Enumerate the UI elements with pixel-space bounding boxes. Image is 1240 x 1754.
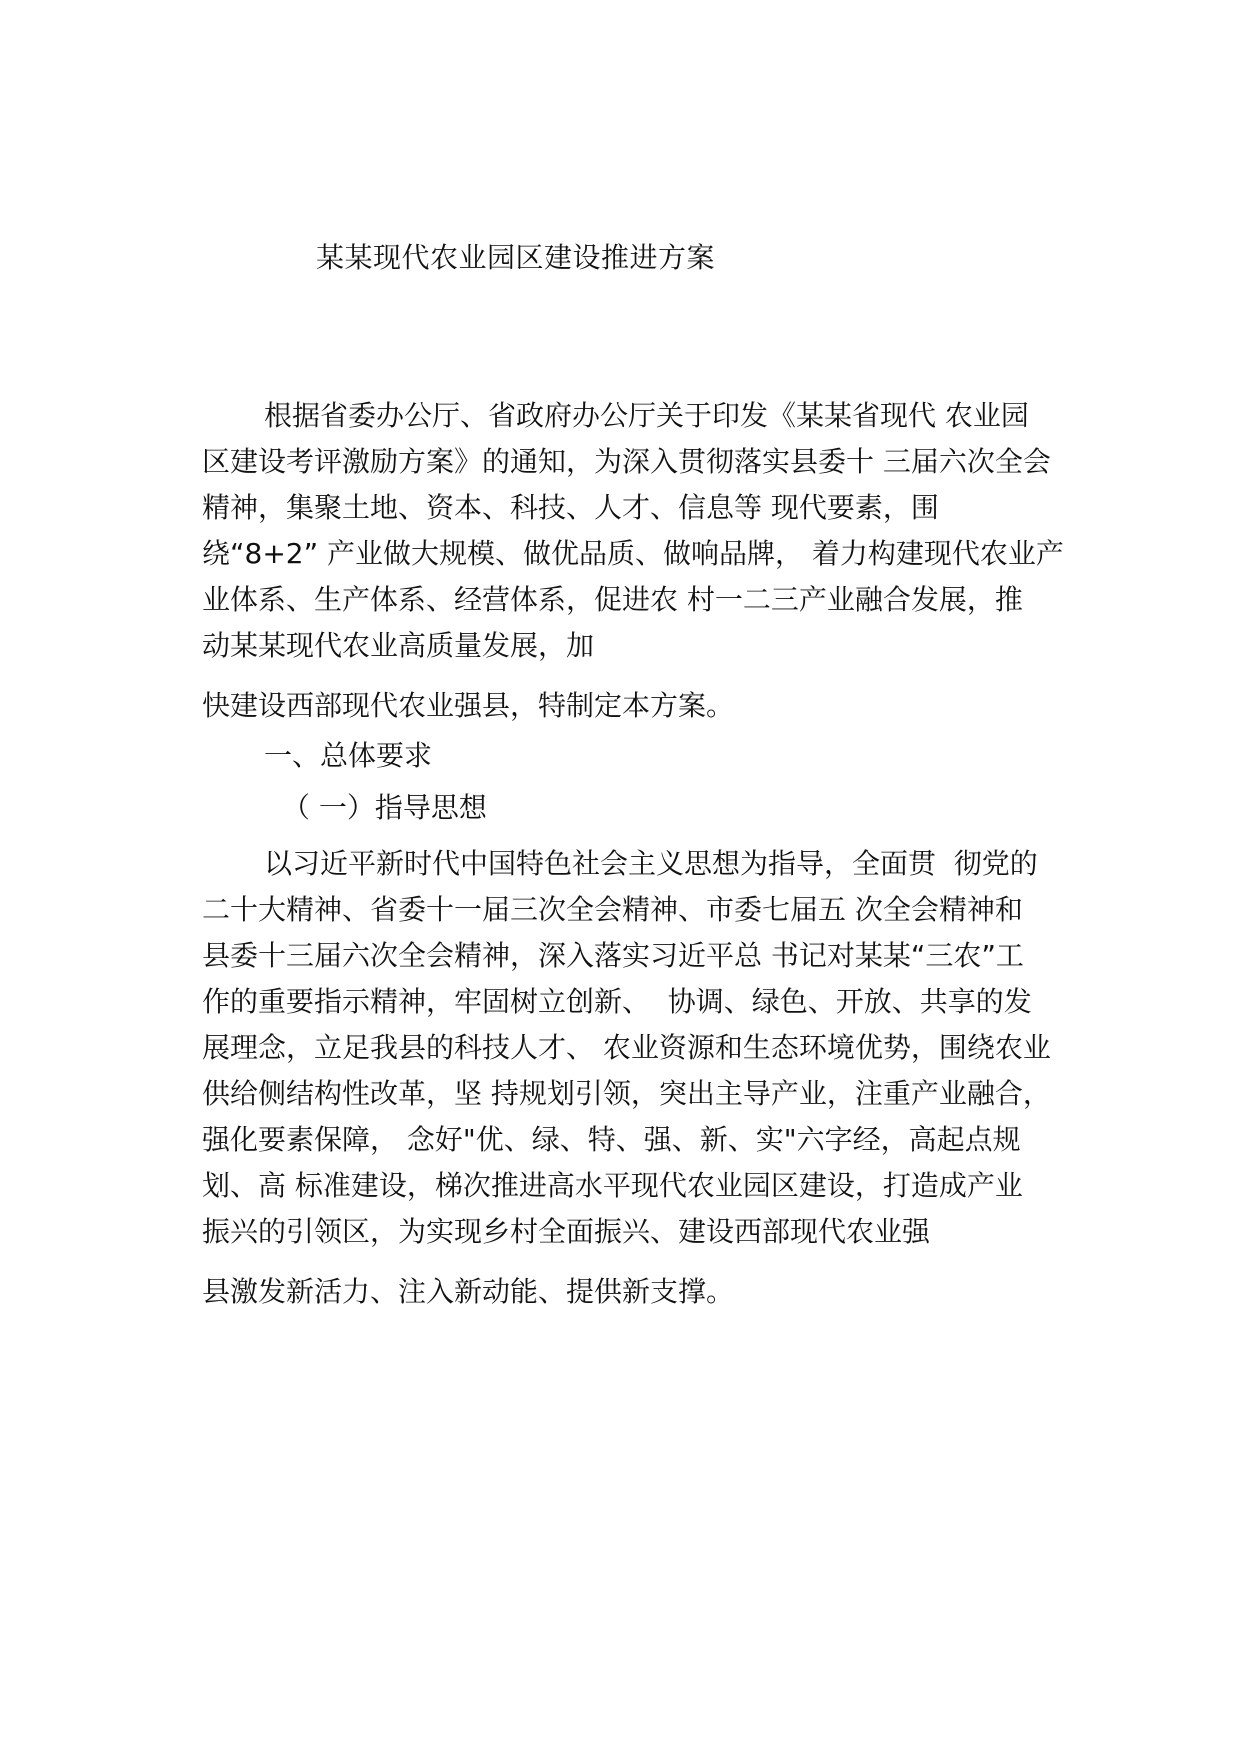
paragraph-line: 供给侧结构性改革，坚 持规划引领，突出主导产业，注重产业融合，: [202, 1077, 1051, 1110]
subsection-heading: （ 一）指导思想: [282, 791, 487, 824]
paragraph-line: 业体系、生产体系、经营体系，促进农 村一二三产业融合发展，推: [202, 583, 1023, 616]
paragraph-line: 精神，集聚土地、资本、科技、人才、信息等 现代要素，围: [202, 491, 939, 524]
paragraph-line: 二十大精神、省委十一届三次全会精神、市委七届五 次全会精神和: [202, 893, 1023, 926]
paragraph-line: 强化要素保障， 念好"优、绿、特、强、新、实"六字经，高起点规: [202, 1123, 1021, 1156]
document-title: 某某现代农业园区建设推进方案: [316, 241, 716, 274]
paragraph-line: 展理念，立足我县的科技人才、 农业资源和生态环境优势，围绕农业: [202, 1031, 1051, 1064]
paragraph-line: 县委十三届六次全会精神，深入落实习近平总 书记对某某“三农”工: [202, 939, 1024, 972]
paragraph-line: 划、高 标准建设，梯次推进高水平现代农业园区建设，打造成产业: [202, 1169, 1023, 1202]
paragraph-line: 县激发新活力、注入新动能、提供新支撑。: [202, 1275, 735, 1308]
paragraph-line: 振兴的引领区，为实现乡村全面振兴、建设西部现代农业强: [202, 1215, 931, 1248]
paragraph-line: 根据省委办公厅、省政府办公厅关于印发《某某省现代 农业园: [264, 399, 1029, 432]
paragraph-line: 以习近平新时代中国特色社会主义思想为指导，全面贯 彻党的: [264, 847, 1038, 880]
paragraph-line: 快建设西部现代农业强县，特制定本方案。: [202, 689, 735, 722]
paragraph-line: 区建设考评激励方案》的通知，为深入贯彻落实县委十 三届六次全会: [202, 445, 1051, 478]
paragraph-line: 作的重要指示精神，牢固树立创新、 协调、绿色、开放、共享的发: [202, 985, 1032, 1018]
paragraph-line: 动某某现代农业高质量发展，加: [202, 629, 595, 662]
section-heading: 一、总体要求: [264, 739, 433, 772]
paragraph-line: 绕“8+2” 产业做大规模、做优品质、做响品牌， 着力构建现代农业产: [202, 537, 1064, 570]
